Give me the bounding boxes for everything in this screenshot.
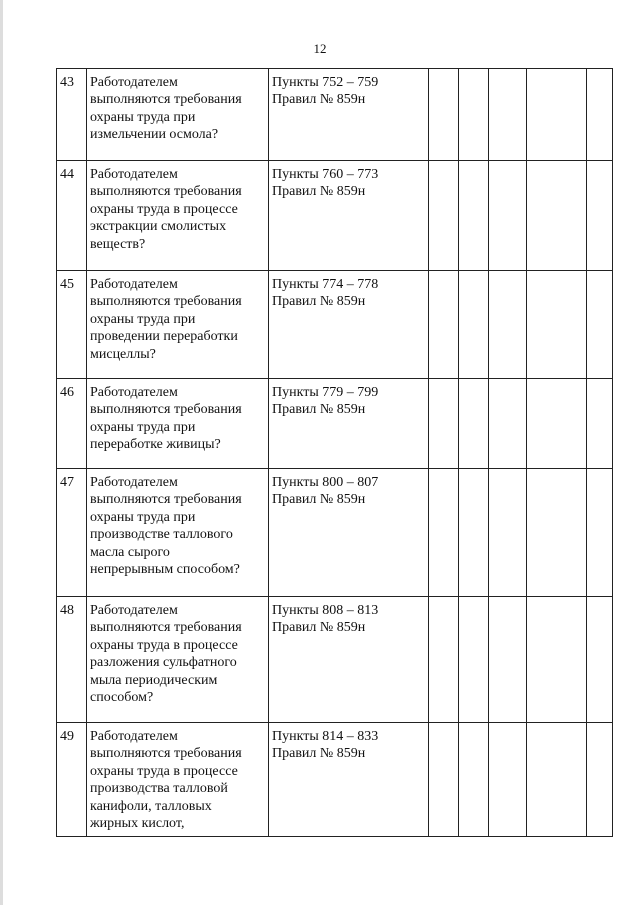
question-line: проведении переработки	[90, 329, 238, 345]
table-row	[57, 271, 613, 379]
answer-cell[interactable]	[587, 271, 613, 379]
question-line: Работодателем	[90, 385, 178, 400]
question-line: выполняются требования	[90, 492, 242, 508]
question-line: способом?	[90, 690, 154, 706]
reference-cell	[269, 379, 429, 469]
answer-cell[interactable]	[489, 469, 527, 597]
answer-cell[interactable]	[459, 597, 489, 723]
reference-cell	[269, 69, 429, 161]
answer-cell[interactable]	[587, 597, 613, 723]
question-line: Работодателем	[90, 603, 178, 618]
question-line: переработке живицы?	[90, 437, 221, 453]
question-line: выполняются требования	[90, 92, 242, 108]
question-line: выполняются требования	[90, 620, 242, 636]
reference-line: Правил № 859н	[272, 92, 366, 108]
checklist-table	[56, 68, 613, 837]
row-number: 47	[57, 469, 87, 597]
reference-line: Пункты 774 – 778	[272, 277, 379, 292]
reference-cell	[269, 271, 429, 379]
answer-cell[interactable]	[459, 271, 489, 379]
question-line: мыла периодическим	[90, 672, 218, 688]
question-line: мисцеллы?	[90, 346, 156, 362]
question-line: веществ?	[90, 236, 146, 252]
answer-cell[interactable]	[429, 597, 459, 723]
question-line: экстракции смолистых	[90, 219, 227, 235]
table-row	[57, 161, 613, 271]
answer-cell[interactable]	[459, 161, 489, 271]
question-cell	[87, 723, 269, 837]
page-number: 12	[313, 41, 327, 56]
question-line: Работодателем	[90, 277, 178, 292]
reference-line: Правил № 859н	[272, 294, 366, 310]
answer-cell[interactable]	[429, 469, 459, 597]
table-row	[57, 723, 613, 837]
answer-cell[interactable]	[587, 379, 613, 469]
question-line: Работодателем	[90, 75, 178, 90]
answer-cell[interactable]	[527, 271, 587, 379]
question-line: Работодателем	[90, 475, 178, 490]
question-line: выполняются требования	[90, 184, 242, 200]
reference-line: Правил № 859н	[272, 184, 366, 200]
answer-cell[interactable]	[459, 469, 489, 597]
table-row	[57, 597, 613, 723]
reference-cell	[269, 723, 429, 837]
reference-line: Правил № 859н	[272, 492, 366, 508]
question-line: жирных кислот,	[90, 816, 185, 832]
reference-line: Пункты 779 – 799	[272, 385, 379, 400]
answer-cell[interactable]	[429, 379, 459, 469]
question-line: выполняются требования	[90, 294, 242, 310]
question-line: охраны труда при	[90, 109, 196, 125]
question-line: производства талловой	[90, 781, 228, 797]
answer-cell[interactable]	[459, 723, 489, 837]
reference-line: Правил № 859н	[272, 746, 366, 762]
answer-cell[interactable]	[429, 161, 459, 271]
answer-cell[interactable]	[587, 161, 613, 271]
reference-line: Пункты 752 – 759	[272, 75, 379, 90]
answer-cell[interactable]	[429, 723, 459, 837]
row-number: 44	[57, 161, 87, 271]
answer-cell[interactable]	[459, 69, 489, 161]
question-line: охраны труда в процессе	[90, 637, 238, 653]
question-line: Работодателем	[90, 729, 178, 744]
answer-cell[interactable]	[489, 379, 527, 469]
question-cell	[87, 271, 269, 379]
reference-line: Правил № 859н	[272, 620, 366, 636]
answer-cell[interactable]	[429, 69, 459, 161]
row-number: 49	[57, 723, 87, 837]
question-line: охраны труда при	[90, 419, 196, 435]
checklist-body	[57, 69, 613, 837]
answer-cell[interactable]	[527, 69, 587, 161]
answer-cell[interactable]	[527, 469, 587, 597]
question-line: канифоли, талловых	[90, 798, 212, 814]
question-cell	[87, 161, 269, 271]
question-line: Работодателем	[90, 167, 178, 182]
question-cell	[87, 379, 269, 469]
question-line: охраны труда в процессе	[90, 201, 238, 217]
answer-cell[interactable]	[489, 597, 527, 723]
reference-line: Пункты 808 – 813	[272, 603, 379, 618]
answer-cell[interactable]	[459, 379, 489, 469]
reference-line: Пункты 800 – 807	[272, 475, 379, 490]
question-cell	[87, 469, 269, 597]
answer-cell[interactable]	[429, 271, 459, 379]
question-line: производстве таллового	[90, 527, 233, 543]
question-line: охраны труда при	[90, 311, 196, 327]
answer-cell[interactable]	[489, 161, 527, 271]
question-line: непрерывным способом?	[90, 562, 240, 578]
row-number: 43	[57, 69, 87, 161]
question-line: охраны труда в процессе	[90, 763, 238, 779]
question-line: измельчении осмола?	[90, 127, 219, 143]
table-row	[57, 469, 613, 597]
reference-cell	[269, 597, 429, 723]
table-row	[57, 379, 613, 469]
answer-cell[interactable]	[527, 723, 587, 837]
answer-cell[interactable]	[587, 469, 613, 597]
scan-edge	[0, 0, 3, 905]
answer-cell[interactable]	[527, 597, 587, 723]
row-number: 45	[57, 271, 87, 379]
reference-line: Пункты 814 – 833	[272, 729, 379, 744]
reference-line: Пункты 760 – 773	[272, 167, 379, 182]
question-line: масла сырого	[90, 544, 170, 560]
row-number: 48	[57, 597, 87, 723]
reference-line: Правил № 859н	[272, 402, 366, 418]
answer-cell[interactable]	[527, 379, 587, 469]
table-row	[57, 69, 613, 161]
row-number: 46	[57, 379, 87, 469]
question-cell	[87, 69, 269, 161]
answer-cell[interactable]	[489, 271, 527, 379]
answer-cell[interactable]	[527, 161, 587, 271]
answer-cell[interactable]	[587, 69, 613, 161]
question-line: разложения сульфатного	[90, 655, 237, 671]
question-line: выполняются требования	[90, 402, 242, 418]
question-cell	[87, 597, 269, 723]
answer-cell[interactable]	[489, 723, 527, 837]
question-line: охраны труда при	[90, 509, 196, 525]
answer-cell[interactable]	[489, 69, 527, 161]
question-line: выполняются требования	[90, 746, 242, 762]
reference-cell	[269, 469, 429, 597]
reference-cell	[269, 161, 429, 271]
answer-cell[interactable]	[587, 723, 613, 837]
